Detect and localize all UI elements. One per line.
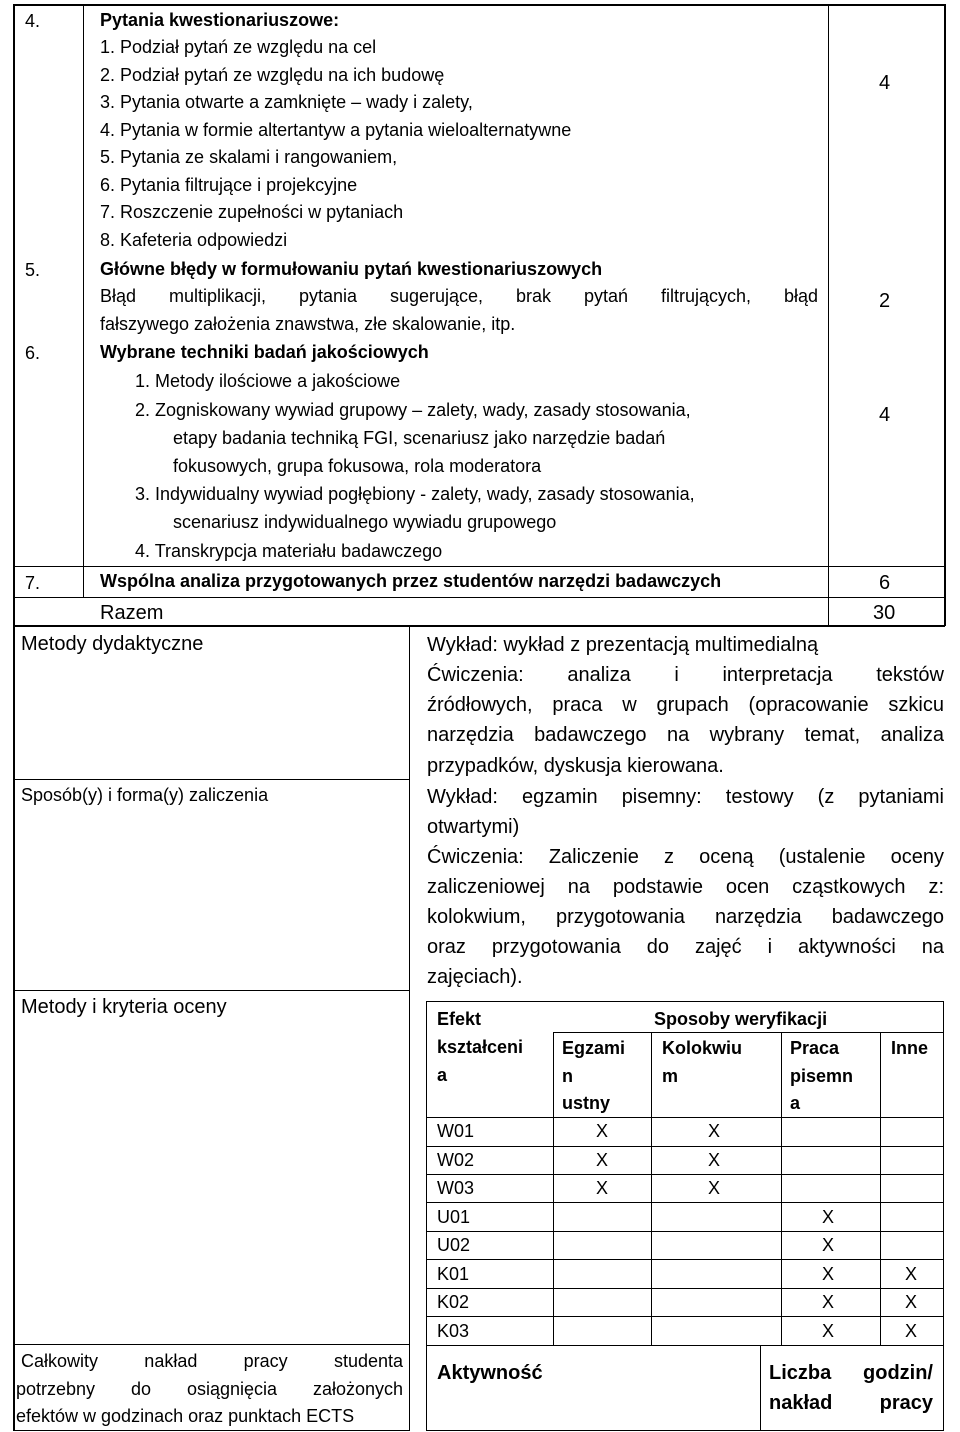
assessment-text: kolokwium, przygotowania narzędzia badawczego <box>427 906 944 928</box>
header-effect: kształceni <box>437 1037 524 1057</box>
mark-exam: X <box>596 1121 609 1141</box>
topic-hours: 6 <box>879 572 891 594</box>
effect-code: K02 <box>437 1292 470 1312</box>
header-effect: a <box>437 1065 448 1085</box>
assessment-text: otwartymi) <box>427 816 520 838</box>
effect-code: W02 <box>437 1150 475 1170</box>
mark-written: X <box>822 1321 835 1341</box>
topic-hours: 2 <box>879 290 891 312</box>
criteria-label: Metody i kryteria oceny <box>21 996 227 1018</box>
topic-item: 4. Transkrypcja materiału badawczego <box>135 541 443 561</box>
assessment-text: zaliczeniowej na podstawie ocen cząstkowych z: <box>427 876 944 898</box>
topic-item: fokusowych, grupa fokusowa, rola moderatora <box>173 456 542 476</box>
mark-exam: X <box>596 1150 609 1170</box>
topic-item: 5. Pytania ze skalami i rangowaniem, <box>100 147 398 167</box>
effect-code: U02 <box>437 1235 471 1255</box>
topic-description: fałszywego założenia znawstwa, złe skalowanie, itp. <box>100 314 516 334</box>
topic-title: Wspólna analiza przygotowanych przez studentów narzędzi badawczych <box>100 571 722 591</box>
header-written: Praca <box>790 1038 840 1058</box>
effect-code: U01 <box>437 1207 471 1227</box>
header-other: Inne <box>891 1038 929 1058</box>
topic-item: scenariusz indywidualnego wywiadu grupowego <box>173 512 557 532</box>
assessment-text: oraz przygotowania do zajęć i aktywności na <box>427 936 944 958</box>
topic-item: 3. Pytania otwarte a zamknięte – wady i zalety, <box>100 92 473 112</box>
assessment-text: Wykład: egzamin pisemny: testowy (z pytaniami <box>427 786 944 808</box>
methods-text: Ćwiczenia: analiza i interpretacja tekstów <box>427 664 944 686</box>
mark-written: X <box>822 1292 835 1312</box>
mark-colloquium: X <box>708 1150 721 1170</box>
workload-label: efektów w godzinach oraz punktach ECTS <box>16 1406 355 1426</box>
methods-text: źródłowych, praca w grupach (opracowanie szkicu <box>427 694 944 716</box>
effect-code: K03 <box>437 1321 470 1341</box>
header-effect: Efekt <box>437 1009 482 1029</box>
header-verification-group: Sposoby weryfikacji <box>654 1009 828 1029</box>
row-number: 5. <box>25 260 41 280</box>
topic-item: 2. Zogniskowany wywiad grupowy – zalety, wady, zasady stosowania, <box>135 400 691 420</box>
mark-written: X <box>822 1207 835 1227</box>
mark-exam: X <box>596 1178 609 1198</box>
header-written: a <box>790 1093 801 1113</box>
topic-hours: 4 <box>879 72 891 94</box>
header-colloquium: m <box>662 1066 679 1086</box>
topic-item: 7. Roszczenie zupełności w pytaniach <box>100 202 404 222</box>
hours-header: Liczba godzin/ <box>769 1362 933 1384</box>
mark-other: X <box>905 1321 918 1341</box>
topic-item: 1. Podział pytań ze względu na cel <box>100 37 377 57</box>
header-written: pisemn <box>790 1066 854 1086</box>
topic-item: etapy badania techniką FGI, scenariusz jako narzędzie badań <box>173 428 666 448</box>
topic-title: Pytania kwestionariuszowe: <box>100 10 340 30</box>
mark-colloquium: X <box>708 1178 721 1198</box>
row-number: 6. <box>25 343 41 363</box>
row-number: 7. <box>25 573 41 593</box>
header-colloquium: Kolokwiu <box>662 1038 742 1058</box>
mark-written: X <box>822 1235 835 1255</box>
workload-label: Całkowity nakład pracy studenta <box>21 1351 403 1371</box>
topic-item: 4. Pytania w formie altertantyw a pytania wieloalternatywne <box>100 120 572 140</box>
assessment-text: Ćwiczenia: Zaliczenie z oceną (ustalenie oceny <box>427 846 944 868</box>
hours-header: nakład pracy <box>769 1392 933 1414</box>
mark-other: X <box>905 1292 918 1312</box>
mark-other: X <box>905 1264 918 1284</box>
total-label: Razem <box>100 602 164 624</box>
mark-written: X <box>822 1264 835 1284</box>
header-exam: ustny <box>562 1093 611 1113</box>
effect-code: W03 <box>437 1178 475 1198</box>
methods-text: przypadków, dyskusja kierowana. <box>427 755 724 777</box>
topic-item: 8. Kafeteria odpowiedzi <box>100 230 288 250</box>
topic-hours: 4 <box>879 404 891 426</box>
topic-item: 1. Metody ilościowe a jakościowe <box>135 371 401 391</box>
row-number: 4. <box>25 11 41 31</box>
topic-item: 2. Podział pytań ze względu na ich budowę <box>100 65 445 85</box>
effect-code: K01 <box>437 1264 470 1284</box>
total-hours: 30 <box>873 602 896 624</box>
assessment-label: Sposób(y) i forma(y) zaliczenia <box>21 785 269 805</box>
activity-header: Aktywność <box>437 1362 543 1384</box>
effect-code: W01 <box>437 1121 475 1141</box>
header-exam: n <box>562 1066 573 1086</box>
methods-text: Wykład: wykład z prezentacją multimedialną <box>427 634 819 656</box>
mark-colloquium: X <box>708 1121 721 1141</box>
workload-label: potrzebny do osiągnięcia założonych <box>16 1379 403 1399</box>
topic-item: 6. Pytania filtrujące i projekcyjne <box>100 175 358 195</box>
methods-text: narzędzia badawczego na wybrany temat, analiza <box>427 724 944 746</box>
assessment-text: zajęciach). <box>427 966 523 988</box>
topic-title: Główne błędy w formułowaniu pytań kwestionariuszowych <box>100 259 603 279</box>
header-exam: Egzami <box>562 1038 626 1058</box>
topic-title: Wybrane techniki badań jakościowych <box>100 342 429 362</box>
topic-description: Błąd multiplikacji, pytania sugerujące, brak pytań filtrujących, błąd <box>100 286 818 306</box>
methods-label: Metody dydaktyczne <box>21 633 204 655</box>
topic-item: 3. Indywidualny wywiad pogłębiony - zalety, wady, zasady stosowania, <box>135 484 695 504</box>
